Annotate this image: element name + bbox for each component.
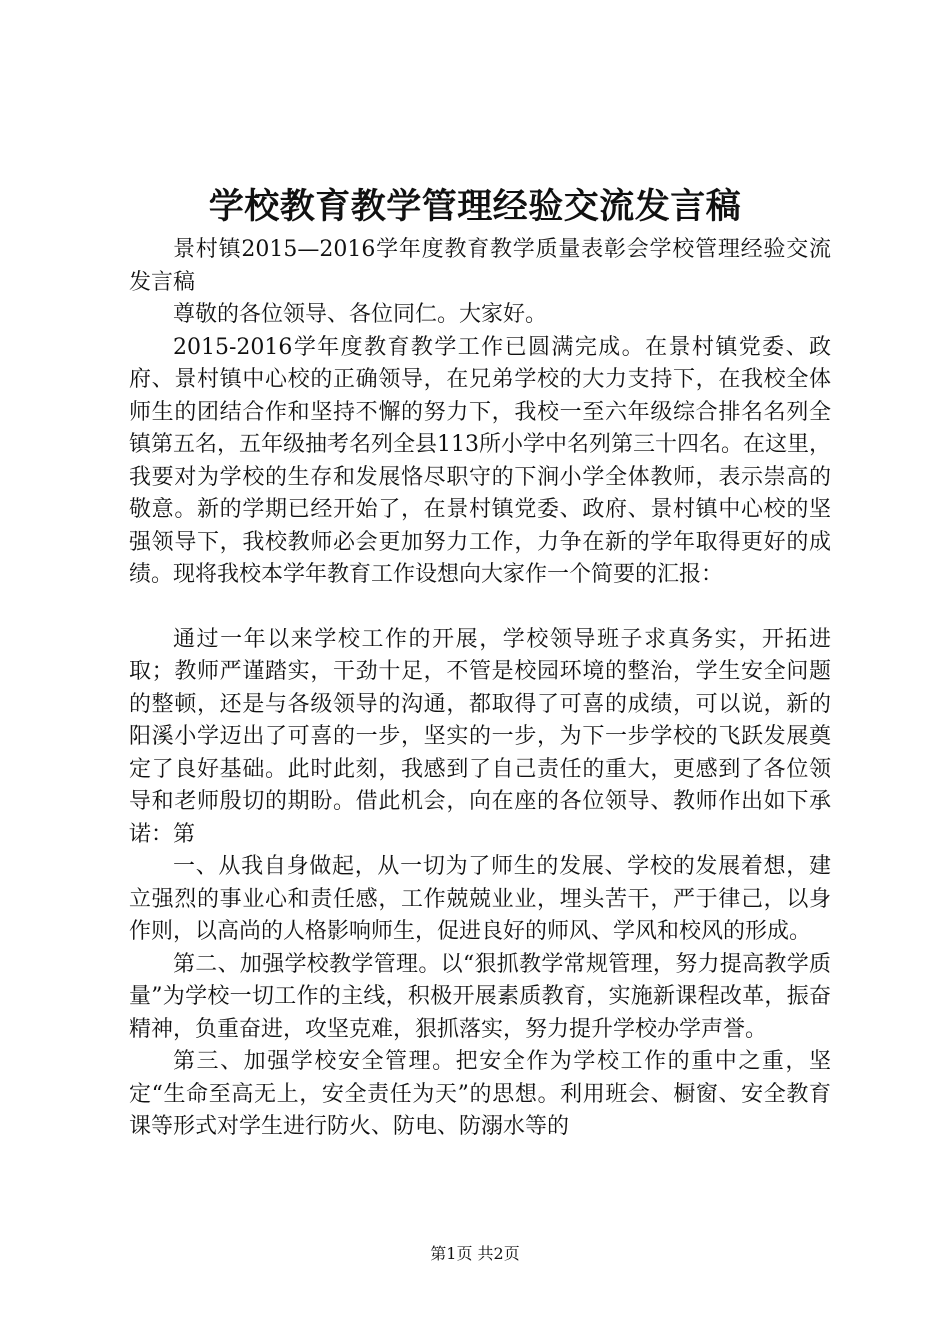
document-body: [129, 234, 831, 1144]
document-title: 学校教育教学管理经验交流发言稿: [208, 186, 742, 227]
paragraph-point-two: 第二、加强学校教学管理。以“狠抓教学常规管理，努力提高教学质量”为学校一切工作的主线，积极开展素质教育，实施新课程改革，振奋精神，负重奋进，攻坚克难，狠抓落实，努力提升学校办学声誉。: [129, 951, 831, 1042]
paragraph-greeting: 尊敬的各位领导、各位同仁。大家好。: [173, 302, 548, 327]
paragraph-point-three: 第三、加强学校安全管理。把安全作为学校工作的重中之重，坚定“生命至高无上，安全责任为天”的思想。利用班会、橱窗、安全教育课等形式对学生进行防火、防电、防溺水等的: [129, 1049, 831, 1139]
paragraph-summary: 2015-2016学年度教育教学工作已圆满完成。在景村镇党委、政府、景村镇中心校的正确领导，在兄弟学校的大力支持下，在我校全体师生的团结合作和坚持不懈的努力下，我校一至六年级综合排名名列全镇第五名，五年级抽考名列全县113所小学中名列第三十四名。在这里，我要对为学校的生存和发展恪尽职守的下涧小学全体教师，表示崇高的敬意。新的学期已经开始了，在景村镇党委、政府、景村镇中心校的坚强领导下，我校教师必会更加努力工作，力争在新的学年取得更好的成绩。现将我校本学年教育工作设想向大家作一个简要的汇报：: [129, 334, 831, 587]
page-number-footer: 第1页 共2页: [430, 1244, 520, 1263]
paragraph-point-one: 一、从我自身做起，从一切为了师生的发展、学校的发展着想，建立强烈的事业心和责任感，工作兢兢业业，埋头苦干，严于律己，以身作则，以高尚的人格影响师生，促进良好的师风、学风和校风的形成。: [129, 854, 831, 944]
paragraph-subtitle: 景村镇2015—2016学年度教育教学质量表彰会学校管理经验交流发言稿: [129, 237, 831, 295]
paragraph-review: 通过一年以来学校工作的开展，学校领导班子求真务实，开拓进取；教师严谨踏实，干劲十足，不管是校园环境的整治，学生安全问题的整顿，还是与各级领导的沟通，都取得了可喜的成绩，可以说，新的阳溪小学迈出了可喜的一步，坚实的一步，为下一步学校的飞跃发展奠定了良好基础。此时此刻，我感到了自己责任的重大，更感到了各位领导和老师殷切的期盼。借此机会，向在座的各位领导、教师作出如下承诺：第: [129, 626, 831, 847]
